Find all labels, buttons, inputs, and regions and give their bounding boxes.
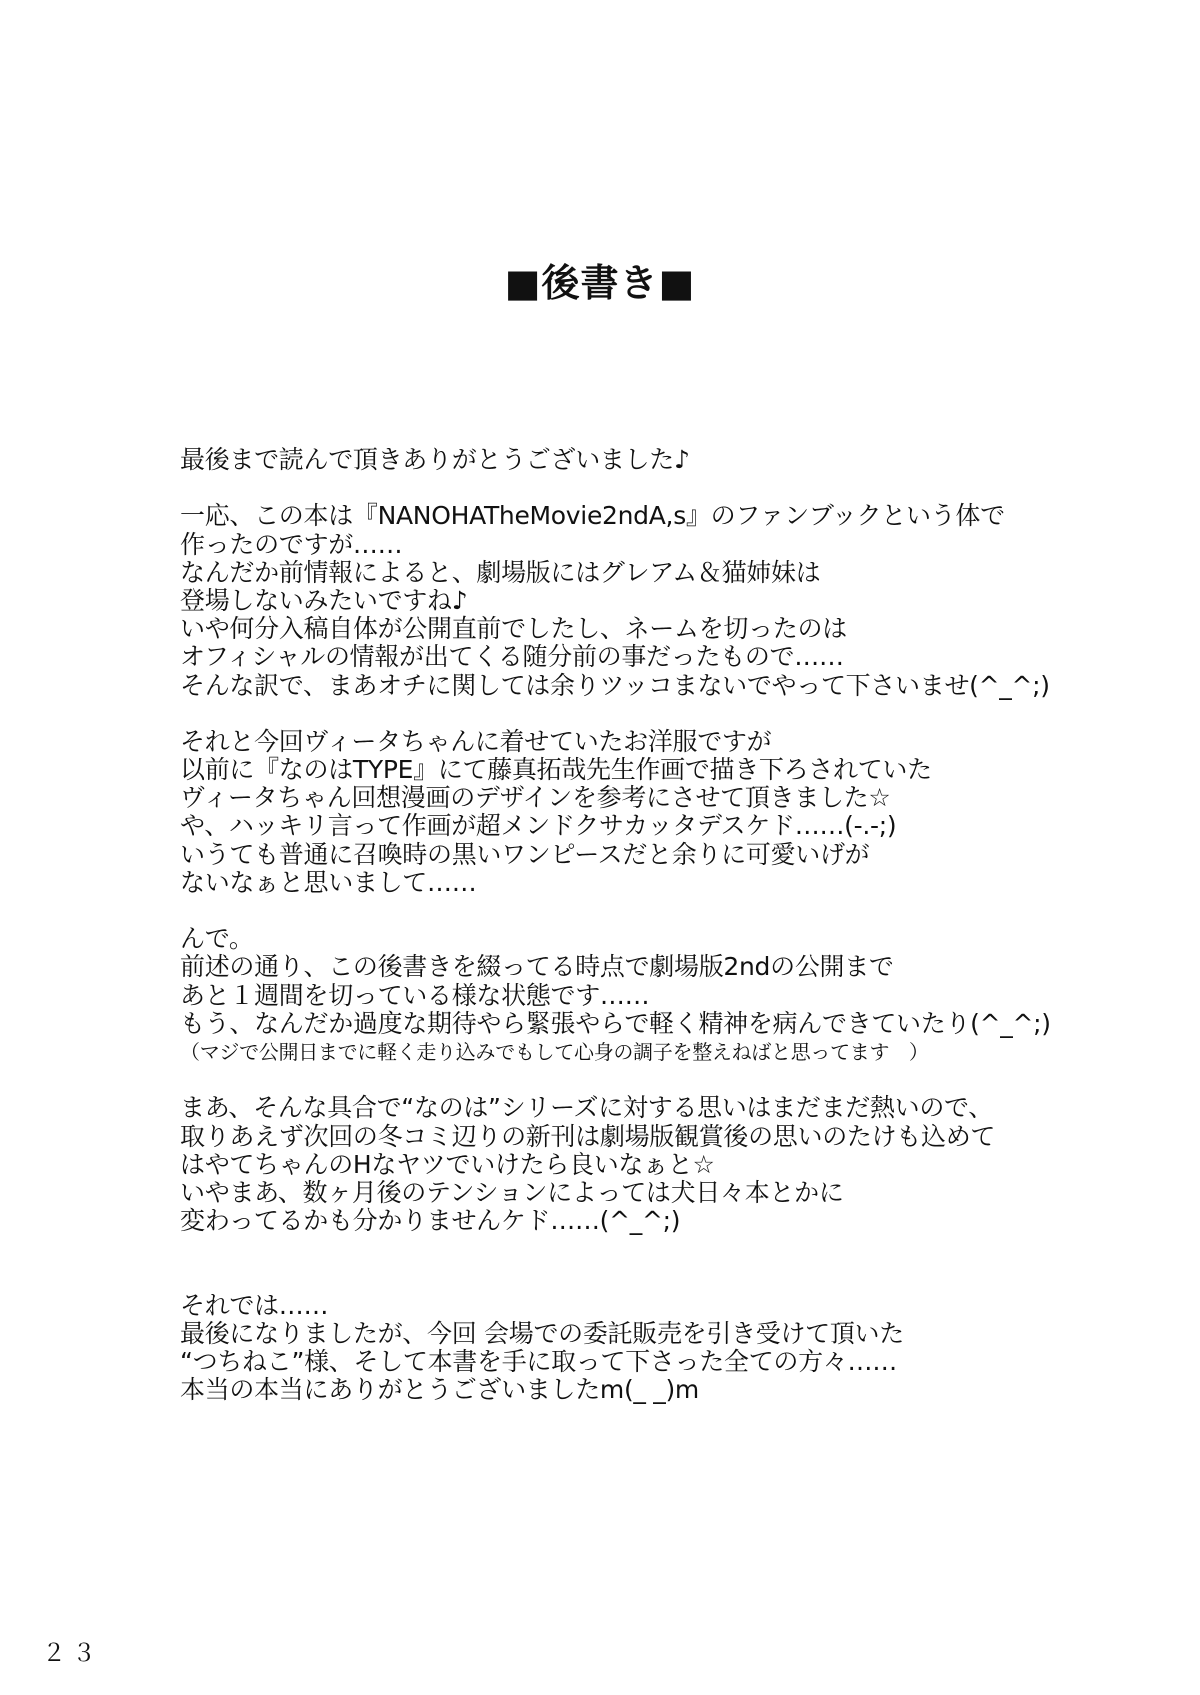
text-line: 登場しないみたいですね♪: [180, 585, 468, 615]
text-line: や、ハッキリ言って作画が超メンドクサカッタデスケド……(-.-;): [180, 811, 897, 841]
text-line: まあ、そんな具合で“なのは”シリーズに対する思いはまだまだ熱いので、: [180, 1093, 993, 1123]
page-number: ２３: [42, 1639, 102, 1667]
text-line: 最後まで読んで頂きありがとうございました♪: [180, 445, 690, 474]
text-line: 作ったのですが……: [180, 529, 403, 559]
text-line: 本当の本当にありがとうございましたm(_ _)m: [180, 1375, 699, 1405]
paragraph-spacer: [180, 700, 1170, 728]
afterword-title: ■後書き■: [504, 261, 696, 305]
paragraph-1: [180, 446, 1170, 474]
text-line: 一応、この本は『NANOHATheMovie2ndA,s』のファンブックという体で: [180, 501, 1005, 531]
text-line: いうても普通に召喚時の黒いワンピースだと余りに可愛いげが: [180, 839, 870, 869]
paragraph-2: [180, 502, 1170, 699]
text-line: 取りあえず次回の冬コミ辺りの新刊は劇場版観賞後の思いのたけも込めて: [180, 1121, 996, 1151]
paragraph-spacer: [180, 1235, 1170, 1291]
text-line: 変わってるかも分かりませんケド……(^_^;): [180, 1206, 681, 1236]
paragraph-spacer: [180, 474, 1170, 502]
text-line: ないなぁと思いまして……: [180, 867, 477, 897]
paragraph-3: [180, 728, 1170, 897]
paragraph-6: [180, 1292, 1170, 1405]
text-line: んで。: [180, 924, 254, 954]
paragraph-spacer: [180, 1066, 1170, 1094]
parenthetical-line: （マジで公開日までに軽く走り込みでもして心身の調子を整えねばと思ってます ）: [180, 1039, 929, 1064]
text-line: そんな訳で、まあオチに関しては余りツッコまないでやって下さいませ(^_^;): [180, 670, 1050, 700]
text-line: いやまあ、数ヶ月後のテンションによっては犬日々本とかに: [180, 1177, 844, 1207]
paragraph-spacer: [180, 897, 1170, 925]
text-line: “つちねこ”様、そして本書を手に取って下さった全ての方々……: [180, 1347, 897, 1377]
text-line: もう、なんだか過度な期待やら緊張やらで軽く精神を病んできていたり(^_^;): [180, 1008, 1051, 1038]
text-line: 前述の通り、この後書きを綴ってる時点で劇場版2ndの公開まで: [180, 952, 894, 982]
paragraph-4: [180, 925, 1170, 1066]
text-line: ヴィータちゃん回想漫画のデザインを参考にさせて頂きました☆: [180, 783, 891, 813]
text-line: 最後になりましたが、今回 会場での委託販売を引き受けて頂いた: [180, 1318, 904, 1348]
text-line: あと１週間を切っている様な状態です……: [180, 980, 650, 1010]
afterword-body: [180, 446, 1170, 1404]
text-line: いや何分入稿自体が公開直前でしたし、ネームを切ったのは: [180, 614, 847, 644]
text-line: それと今回ヴィータちゃんに着せていたお洋服ですが: [180, 726, 772, 756]
text-line: オフィシャルの情報が出てくる随分前の事だったもので……: [180, 642, 844, 672]
text-line: それでは……: [180, 1290, 329, 1320]
text-line: 以前に『なのはTYPE』にて藤真拓哉先生作画で描き下ろされていた: [180, 755, 932, 785]
text-line: はやてちゃんのHなヤツでいけたら良いなぁと☆: [180, 1149, 715, 1179]
text-line: なんだか前情報によると、劇場版にはグレアム＆猫姉妹は: [180, 557, 821, 587]
paragraph-5: [180, 1094, 1170, 1235]
